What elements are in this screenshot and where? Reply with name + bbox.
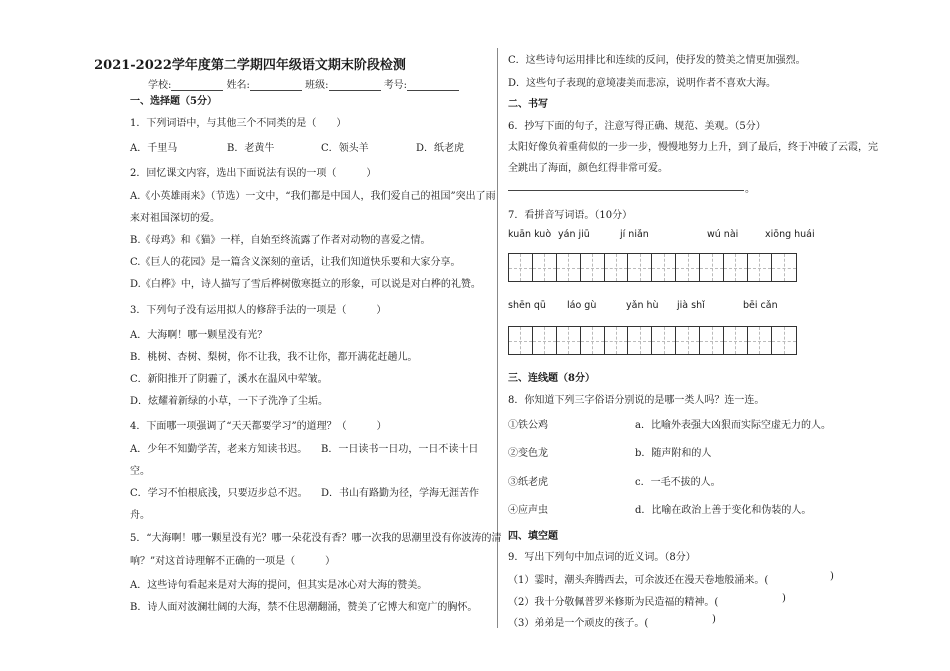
q3-option-a[interactable]: A．大海啊！哪一颗星没有光？ <box>130 330 268 341</box>
grid-cell[interactable] <box>557 327 581 354</box>
q2-option-d[interactable]: D.《白桦》中，诗人描写了雪后桦树傲寒挺立的形象，可以说是对白桦的礼赞。 <box>130 279 481 290</box>
page-title: 2021-2022学年度第二学期四年级语文期末阶段检测 <box>94 58 406 73</box>
q1-option-b[interactable]: B．老黄牛 <box>227 143 275 154</box>
q8-right-item[interactable]: a．比喻外表强大凶狠而实际空虚无力的人。 <box>635 420 831 431</box>
class-label: 班级: <box>305 80 329 91</box>
class-blank[interactable] <box>329 80 381 91</box>
q5-option-d[interactable]: D．这些句子表现的意境凄美而悲凉，说明作者不喜欢大海。 <box>508 78 777 89</box>
q8-right-item[interactable]: b．随声附和的人 <box>635 448 712 459</box>
q4-option-d-line2[interactable]: 舟。 <box>130 510 150 521</box>
q3-option-c[interactable]: C．新阳推开了阴霾了，溪水在温风中荤皱。 <box>130 374 328 385</box>
section-fill-heading: 四、填空题 <box>508 531 558 542</box>
name-label: 姓名: <box>226 80 250 91</box>
grid-cell[interactable] <box>509 327 533 354</box>
pinyin-jia-shi: jià shǐ <box>677 300 705 311</box>
pinyin-shen-qu: shēn qū <box>508 300 546 311</box>
q5-stem-line1: 5．“大海啊！哪一颗星没有光？哪一朵花没有香？哪一次我的思潮里没有你波涛的清 <box>130 533 502 544</box>
q9-item-1: （1）霎时，潮头奔腾西去，可余波还在漫天卷地般涌来。( <box>508 575 769 586</box>
pinyin-lao-gu: láo gù <box>567 300 597 311</box>
section-matching-heading: 三、连线题（8分） <box>508 373 595 384</box>
grid-cell[interactable] <box>557 254 581 281</box>
pinyin-ji-nian: jí niǎn <box>620 229 649 240</box>
pinyin-kuan-kuo: kuān kuò <box>508 229 552 240</box>
section-choice-heading: 一、选择题（5分） <box>130 96 217 107</box>
grid-cell[interactable] <box>724 254 748 281</box>
q6-stem: 6．抄写下面的句子，注意写得正确、规范、美观。（5分） <box>508 121 766 132</box>
pinyin-wu-nai: wú nài <box>707 229 739 240</box>
student-info-line <box>148 76 459 91</box>
q8-left-item[interactable]: ①铁公鸡 <box>508 420 548 431</box>
q4-option-c[interactable]: C．学习不怕根底浅，只要迈步总不迟。 <box>130 488 308 499</box>
q7-grid-row2 <box>508 326 797 355</box>
q8-left-item[interactable]: ③纸老虎 <box>508 477 548 488</box>
q5-stem-line2: 响？”对这首诗理解不正确的一项是（ ） <box>130 556 336 567</box>
q1-stem: 1．下列词语中，与其他三个不同类的是（ ） <box>130 118 347 129</box>
q2-option-a-line2[interactable]: 来对祖国深切的爱。 <box>130 213 220 224</box>
grid-cell[interactable] <box>533 254 557 281</box>
section-writing-heading: 二、书写 <box>508 99 548 110</box>
grid-cell[interactable] <box>772 327 796 354</box>
q4-option-d-line1[interactable]: D．书山有路勤为径，学海无涯苦作 <box>321 488 480 499</box>
q1-option-c[interactable]: C．领头羊 <box>321 143 369 154</box>
q1-option-a[interactable]: A．千里马 <box>130 143 178 154</box>
grid-cell[interactable] <box>652 254 676 281</box>
grid-cell[interactable] <box>628 327 652 354</box>
q8-left-item[interactable]: ④应声虫 <box>508 505 548 516</box>
grid-cell[interactable] <box>676 327 700 354</box>
grid-cell[interactable] <box>581 327 605 354</box>
exam-no-label: 考号: <box>383 80 408 91</box>
q4-option-a[interactable]: A．少年不知勤学苦，老来方知读书迟。 <box>130 444 308 455</box>
school-blank[interactable] <box>171 80 223 91</box>
q9-item-2: （2）我十分敬佩普罗米修斯为民造福的精神。( <box>508 597 719 608</box>
grid-cell[interactable] <box>748 327 772 354</box>
grid-cell[interactable] <box>700 327 724 354</box>
pinyin-yan-hu: yǎn hù <box>626 300 659 311</box>
q2-option-a-line1[interactable]: A.《小英雄雨来》（节选）一文中，“我们都是中国人，我们爱自己的祖国”突出了雨 <box>130 191 496 202</box>
q3-stem: 3．下列句子没有运用拟人的修辞手法的一项是（ ） <box>130 305 387 316</box>
q6-text-line1: 太阳好像负着重荷似的一步一步，慢慢地努力上升，到了最后，终于冲破了云霞，完 <box>508 142 878 153</box>
exam-no-blank[interactable] <box>407 80 459 91</box>
q5-option-b[interactable]: B．诗人面对波澜壮阔的大海，禁不住思潮翻涌，赞美了它博大和宽广的胸怀。 <box>130 602 478 613</box>
grid-cell[interactable] <box>509 254 533 281</box>
q2-option-b[interactable]: B.《母鸡》和《猫》一样，自始至终流露了作者对动物的喜爱之情。 <box>130 235 431 246</box>
grid-cell[interactable] <box>605 327 629 354</box>
q2-option-c[interactable]: C.《巨人的花园》是一篇含义深刻的童话，让我们知道快乐要和大家分享。 <box>130 257 461 268</box>
grid-cell[interactable] <box>676 254 700 281</box>
q8-right-item[interactable]: d．比喻在政治上善于变化和伪装的人。 <box>635 505 812 516</box>
q4-option-b-line2[interactable]: 空。 <box>130 466 150 477</box>
grid-cell[interactable] <box>533 327 557 354</box>
q9-item-3: （3）弟弟是一个顽皮的孩子。( <box>508 618 649 629</box>
grid-cell[interactable] <box>700 254 724 281</box>
grid-cell[interactable] <box>772 254 796 281</box>
grid-cell[interactable] <box>748 254 772 281</box>
q1-option-d[interactable]: D．纸老虎 <box>416 143 465 154</box>
q9-item-1-close[interactable]: ) <box>830 571 834 582</box>
grid-cell[interactable] <box>605 254 629 281</box>
q9-stem: 9．写出下列句中加点词的近义词。（8分） <box>508 552 696 563</box>
q7-grid-row1 <box>508 253 797 282</box>
q5-option-a[interactable]: A．这些诗句看起来是对大海的提问，但其实是冰心对大海的赞美。 <box>130 580 428 591</box>
q3-option-b[interactable]: B．桃树、杏树、梨树，你不让我，我不让你，都开满花赶趟儿。 <box>130 352 418 363</box>
grid-cell[interactable] <box>724 327 748 354</box>
grid-cell[interactable] <box>581 254 605 281</box>
name-blank[interactable] <box>250 80 302 91</box>
q5-option-c[interactable]: C．这些诗句运用排比和连续的反问，使抒发的赞美之情更加强烈。 <box>508 55 806 66</box>
q8-left-item[interactable]: ②变色龙 <box>508 448 548 459</box>
q6-answer-line[interactable] <box>508 190 744 191</box>
q2-stem: 2．回忆课文内容，选出下面说法有误的一项（ ） <box>130 168 377 179</box>
q7-stem: 7．看拼音写词语。（10分） <box>508 210 633 221</box>
q9-item-2-close[interactable]: ) <box>782 593 786 604</box>
q6-text-line2: 全跳出了海面，颜色红得非常可爱。 <box>508 163 668 174</box>
q8-stem: 8．你知道下列三字俗语分别说的是哪一类人吗？连一连。 <box>508 395 765 406</box>
q6-end-mark: 。 <box>745 184 755 195</box>
q9-item-3-close[interactable]: ) <box>712 614 716 625</box>
q8-right-item[interactable]: c．一毛不拔的人。 <box>635 477 721 488</box>
school-label: 学校: <box>148 80 172 91</box>
q3-option-d[interactable]: D．炫耀着新绿的小草，一下子洗净了尘垢。 <box>130 396 329 407</box>
grid-cell[interactable] <box>652 327 676 354</box>
q4-option-b-line1[interactable]: B．一日读书一日功，一日不读十日 <box>321 444 479 455</box>
pinyin-xiong-huai: xiōng huái <box>765 229 815 240</box>
pinyin-yan-jiu: yán jiū <box>558 229 590 240</box>
grid-cell[interactable] <box>628 254 652 281</box>
q4-stem: 4．下面哪一项强调了“天天都要学习”的道理？（ ） <box>130 421 387 432</box>
pinyin-bei-can: bēi cǎn <box>743 300 778 311</box>
